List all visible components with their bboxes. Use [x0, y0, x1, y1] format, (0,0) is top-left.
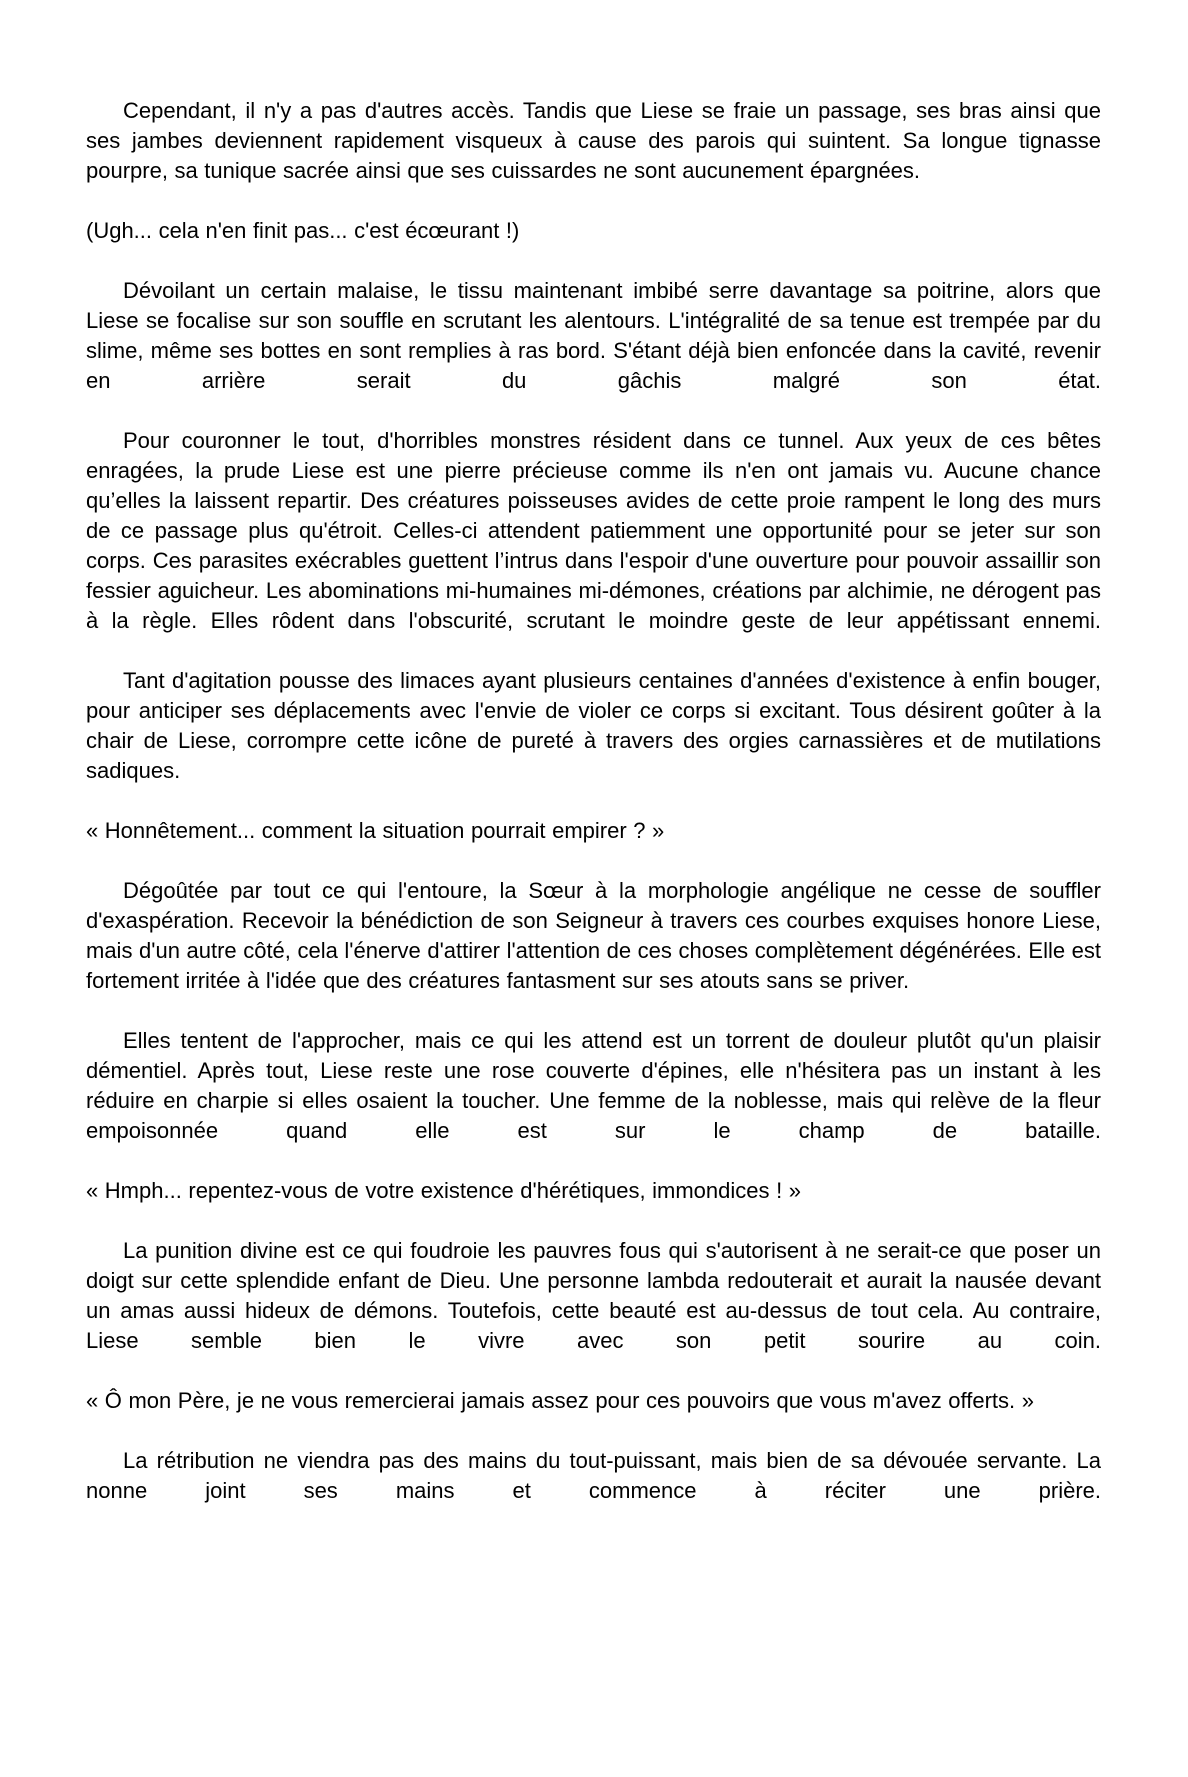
paragraph-04: Pour couronner le tout, d'horribles monstres résident dans ce tunnel. Aux yeux de ces bêtes enragées, la prude Liese est une pierre précieuse comme ils n'en ont jamais vu. Aucune chance qu’elles la laissent repartir. Des créatures poisseuses avides de cette proie rampent le long des murs de ce passage plus qu'étroit. Celles-ci attendent patiemment une opportunité pour se jeter sur son corps. Ces parasites exécrables guettent l’intrus dans l'espoir d'une ouverture pour pouvoir assaillir son fessier aguicheur. Les abominations mi-humaines mi-démones, créations par alchimie, ne dérogent pas à la règle. Elles rôdent dans l'obscurité, scrutant le moindre geste de leur appétissant ennemi.: [86, 428, 1101, 633]
paragraph-05: Tant d'agitation pousse des limaces ayant plusieurs centaines d'années d'existence à enfin bouger, pour anticiper ses déplacements avec l'envie de violer ce corps si excitant. Tous désirent goûter à la chair de Liese, corrompre cette icône de pureté à travers des orgies carnassières et de mutilations sadiques.: [86, 668, 1101, 783]
paragraph-10: La punition divine est ce qui foudroie les pauvres fous qui s'autorisent à ne serait-ce que poser un doigt sur cette splendide enfant de Dieu. Une personne lambda redouterait et aurait la nausée devant un amas aussi hideux de démons. Toutefois, cette beauté est au-dessus de tout cela. Au contraire, Liese semble bien le vivre avec son petit sourire au coin.: [86, 1238, 1101, 1353]
paragraph-01: Cependant, il n'y a pas d'autres accès. Tandis que Liese se fraie un passage, ses bras ainsi que ses jambes deviennent rapidement visqueux à cause des parois qui suintent. Sa longue tignasse pourpre, sa tunique sacrée ainsi que ses cuissardes ne sont aucunement épargnées.: [86, 98, 1101, 183]
paragraph-09-dialogue: « Hmph... repentez-vous de votre existence d'hérétiques, immondices ! »: [86, 1178, 801, 1203]
paragraph-07: Dégoûtée par tout ce qui l'entoure, la Sœur à la morphologie angélique ne cesse de souffler d'exaspération. Recevoir la bénédiction de son Seigneur à travers ces courbes exquises honore Liese, mais d'un autre côté, cela l'énerve d'attirer l'attention de ces choses complètement dégénérées. Elle est fortement irritée à l'idée que des créatures fantasment sur ses atouts sans se priver.: [86, 878, 1101, 993]
paragraph-03: Dévoilant un certain malaise, le tissu maintenant imbibé serre davantage sa poitrine, alors que Liese se focalise sur son souffle en scrutant les alentours. L'intégralité de sa tenue est trempée par du slime, même ses bottes en sont remplies à ras bord. S'étant déjà bien enfoncée dans la cavité, revenir en arrière serait du gâchis malgré son état.: [86, 278, 1101, 393]
paragraph-06-dialogue: « Honnêtement... comment la situation pourrait empirer ? »: [86, 818, 665, 843]
paragraph-11-dialogue: « Ô mon Père, je ne vous remercierai jamais assez pour ces pouvoirs que vous m'avez offerts. »: [86, 1388, 1034, 1413]
paragraph-12: La rétribution ne viendra pas des mains du tout-puissant, mais bien de sa dévouée servante. La nonne joint ses mains et commence à réciter une prière.: [86, 1448, 1101, 1503]
paragraph-02-inner-monologue: (Ugh... cela n'en finit pas... c'est écœurant !): [86, 218, 520, 243]
paragraph-08: Elles tentent de l'approcher, mais ce qui les attend est un torrent de douleur plutôt qu'un plaisir démentiel. Après tout, Liese reste une rose couverte d'épines, elle n'hésitera pas un instant à les réduire en charpie si elles osaient la toucher. Une femme de la noblesse, mais qui relève de la fleur empoisonnée quand elle est sur le champ de bataille.: [86, 1028, 1101, 1143]
